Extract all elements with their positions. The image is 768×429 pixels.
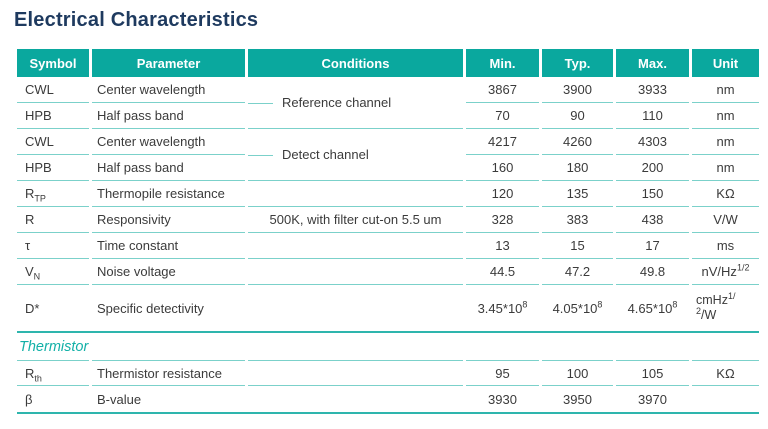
- symbol-cell: D*: [25, 300, 40, 316]
- conditions-cell: 500K, with filter cut-on 5.5 um: [248, 207, 463, 233]
- parameter-cell: Specific detectivity: [97, 300, 204, 316]
- symbol-cell: HPB: [17, 103, 89, 129]
- symbol-cell: CWL: [17, 129, 89, 155]
- min-cell: 3867: [466, 77, 539, 103]
- conditions-cell: [248, 285, 463, 331]
- electrical-characteristics-table: [14, 49, 762, 414]
- unit-cell: ms: [692, 233, 759, 259]
- unit-cell: nm: [692, 155, 759, 181]
- max-cell: 49.8: [616, 259, 689, 285]
- typ-cell: 3950: [563, 391, 592, 407]
- max-cell: 200: [616, 155, 689, 181]
- column-header-max: Max.: [616, 49, 689, 77]
- section-label: Thermistor: [17, 331, 759, 360]
- unit-cell: KΩ: [692, 360, 759, 386]
- column-header-unit: Unit: [692, 49, 759, 77]
- table-row-thermistor-resistance: [17, 360, 759, 386]
- max-cell: 150: [616, 181, 689, 207]
- max-cell: $4.65*10^8$: [627, 299, 678, 316]
- max-cell: 4303: [616, 129, 689, 155]
- typ-cell: 15: [542, 233, 613, 259]
- unit-cell: nm: [692, 77, 759, 103]
- unit-cell: $nV/Hz^{1/2}$: [692, 259, 759, 285]
- parameter-cell: Half pass band: [92, 155, 245, 181]
- min-cell: 160: [466, 155, 539, 181]
- section-row-thermistor: [17, 331, 759, 360]
- max-cell: 3970: [638, 391, 667, 407]
- leader-line: [248, 103, 273, 104]
- column-header-typ: Typ.: [542, 49, 613, 77]
- conditions-cell: [248, 259, 463, 285]
- max-cell: 105: [616, 360, 689, 386]
- symbol-cell: CWL: [17, 77, 89, 103]
- column-header-conditions: Conditions: [248, 49, 463, 77]
- table-row-specific-detectivity: [17, 285, 759, 331]
- symbol-cell: $R_{th}$: [17, 360, 89, 386]
- unit-cell: nm: [692, 129, 759, 155]
- unit-superscript: 1/2: [736, 262, 750, 273]
- conditions-cell: [248, 181, 463, 207]
- unit-superscript: 2: [696, 305, 702, 316]
- typ-cell: 100: [542, 360, 613, 386]
- column-header-parameter: Parameter: [92, 49, 245, 77]
- unit-cell: KΩ: [692, 181, 759, 207]
- typ-cell: 180: [542, 155, 613, 181]
- table-row-responsivity: [17, 207, 759, 233]
- table-row-b-value: [17, 386, 759, 412]
- table-row-noise-voltage: [17, 259, 759, 285]
- table-row-thermopile-resistance: [17, 181, 759, 207]
- parameter-cell: Time constant: [92, 233, 245, 259]
- min-cell: 328: [466, 207, 539, 233]
- typ-cell: $4.05*10^8$: [552, 299, 603, 316]
- typ-cell: 47.2: [542, 259, 613, 285]
- max-cell: 110: [616, 103, 689, 129]
- min-cell: 70: [466, 103, 539, 129]
- symbol-cell: $R_{TP}$: [17, 181, 89, 207]
- conditions-group-label: Detect channel: [282, 147, 369, 162]
- table-header-row: [17, 49, 759, 77]
- unit-cell: [692, 386, 759, 412]
- conditions-cell: [248, 233, 463, 259]
- max-cell: 438: [616, 207, 689, 233]
- unit-superscript: 1/: [727, 290, 736, 301]
- conditions-group-reference-channel: [248, 77, 463, 129]
- conditions-cell: [248, 386, 463, 412]
- symbol-cell: τ: [17, 233, 89, 259]
- parameter-cell: B-value: [97, 391, 142, 407]
- symbol-cell: HPB: [17, 155, 89, 181]
- exponent: 8: [597, 299, 603, 310]
- parameter-cell: Noise voltage: [92, 259, 245, 285]
- exponent: 8: [672, 299, 678, 310]
- column-header-min: Min.: [466, 49, 539, 77]
- symbol-cell: $V_N$: [17, 259, 89, 285]
- min-cell: $3.45*10^8$: [477, 299, 528, 316]
- symbol-subscript: th: [34, 373, 42, 384]
- conditions-cell: [248, 360, 463, 386]
- symbol-cell: β: [25, 391, 33, 407]
- symbol-cell: R: [17, 207, 89, 233]
- unit-cell: nm: [692, 103, 759, 129]
- table-row-cwl-detect: [17, 129, 759, 155]
- page-title: Electrical Characteristics: [14, 9, 259, 31]
- column-header-symbol: Symbol: [17, 49, 89, 77]
- typ-cell: 383: [542, 207, 613, 233]
- conditions-group-detect-channel: [248, 129, 463, 181]
- symbol-subscript: TP: [34, 193, 46, 204]
- min-cell: 3930: [488, 391, 517, 407]
- exponent: 8: [522, 299, 528, 310]
- typ-cell: 135: [542, 181, 613, 207]
- typ-cell: 3900: [542, 77, 613, 103]
- unit-cell: V/W: [692, 207, 759, 233]
- min-cell: 13: [466, 233, 539, 259]
- parameter-cell: Center wavelength: [92, 129, 245, 155]
- table-bottom-line: [17, 412, 759, 414]
- parameter-cell: Responsivity: [92, 207, 245, 233]
- max-cell: 3933: [616, 77, 689, 103]
- parameter-cell: Half pass band: [92, 103, 245, 129]
- parameter-cell: Thermopile resistance: [92, 181, 245, 207]
- typ-cell: 4260: [542, 129, 613, 155]
- typ-cell: 90: [542, 103, 613, 129]
- conditions-group-label: Reference channel: [282, 95, 392, 110]
- parameter-cell: Center wavelength: [92, 77, 245, 103]
- unit-cell: cmHz$^{1/}$ $^2$/W: [696, 290, 736, 322]
- max-cell: 17: [616, 233, 689, 259]
- leader-line: [248, 155, 273, 156]
- min-cell: 120: [466, 181, 539, 207]
- min-cell: 95: [466, 360, 539, 386]
- parameter-cell: Thermistor resistance: [92, 360, 245, 386]
- symbol-subscript: N: [33, 271, 41, 282]
- min-cell: 4217: [466, 129, 539, 155]
- table-row-time-constant: [17, 233, 759, 259]
- min-cell: 44.5: [466, 259, 539, 285]
- table-row-cwl-reference: [17, 77, 759, 103]
